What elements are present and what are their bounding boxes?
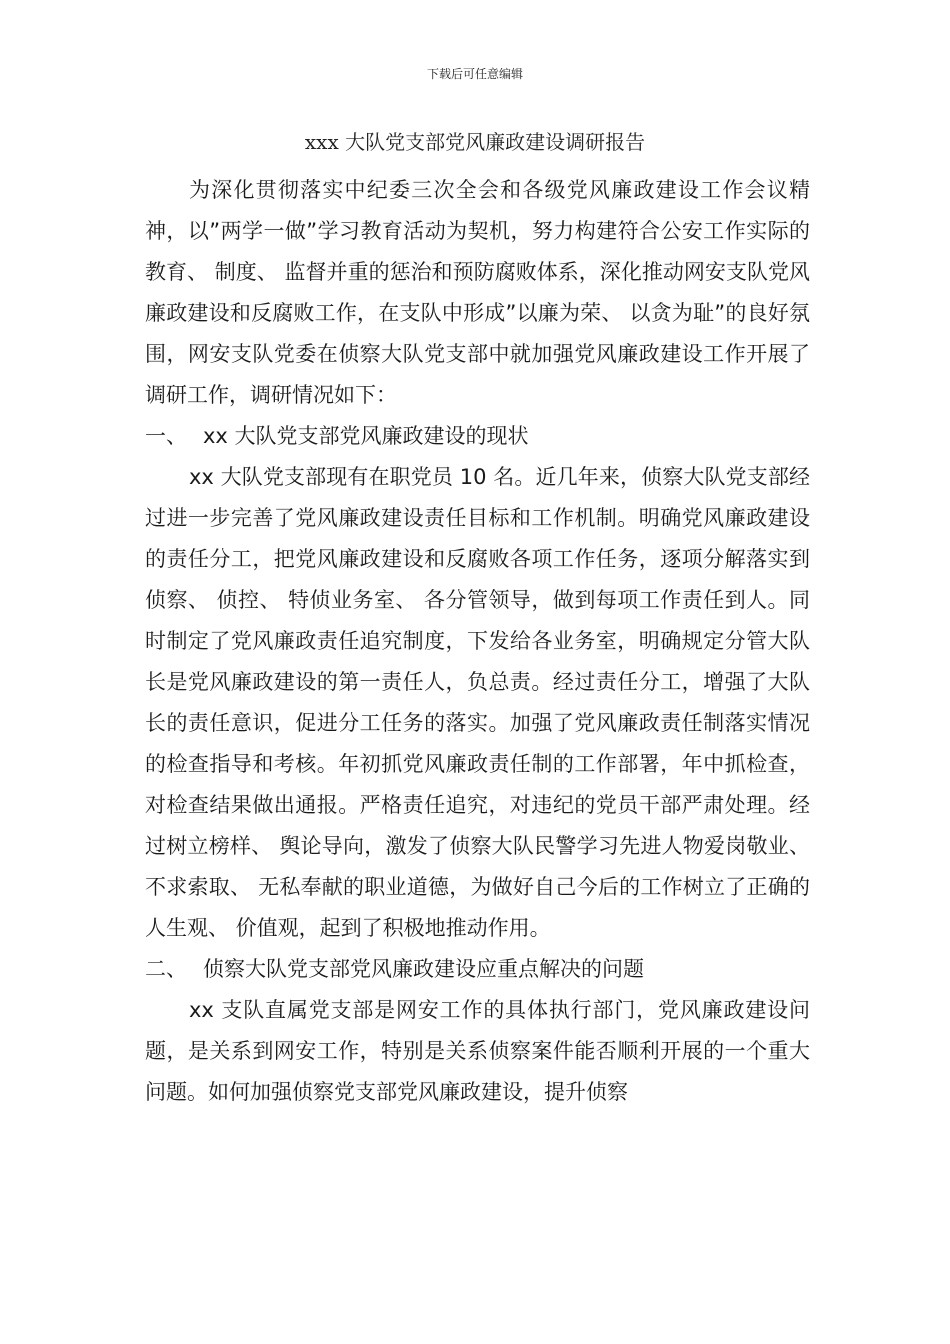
section-2-paragraph: xx 支队直属党支部是网安工作的具体执行部门，党风廉政建设问题，是关系到网安工作，特别是关系侦察案件能否顺利开展的一个重大问题。如何加强侦察党支部党风廉政建设，提升侦察: [145, 998, 810, 1104]
intro-paragraph: 为深化贯彻落实中纪委三次全会和各级党风廉政建设工作会议精神，以”两学一做”学习教育活动为契机，努力构建符合公安工作实际的教育、 制度、 监督并重的惩治和预防腐败体系，深化推动网安支队党风廉政建设和反腐败工作，在支队中形成”以廉为荣、 以贪为耻”的良好氛围，网安支队党委在侦察大队党支部中就加强党风廉政建设工作开展了调研工作，调研情况如下：: [145, 178, 810, 407]
section-1-title: xx 大队党支部党风廉政建设的现状: [203, 424, 529, 448]
section-1-paragraph: xx 大队党支部现有在职党员 10 名。近几年来，侦察大队党支部经过进一步完善了党风廉政建设责任目标和工作机制。明确党风廉政建设的责任分工，把党风廉政建设和反腐败各项工作任务，逐项分解落实到侦察、 侦控、 特侦业务室、 各分管领导，做到每项工作责任到人。同时制定了党风廉政责任追究制度，下发给各业务室，明确规定分管大队长是党风廉政建设的第一责任人，负总责。经过责任分工，增强了大队长的责任意识，促进分工任务的落实。加强了党风廉政责任制落实情况的检查指导和考核。年初抓党风廉政责任制的工作部署，年中抓检查，对检查结果做出通报。严格责任追究，对违纪的党员干部严肃处理。经过树立榜样、 舆论导向，激发了侦察大队民警学习先进人物爱岗敬业、不求索取、 无私奉献的职业道德，为做好自己今后的工作树立了正确的人生观、 价值观，起到了积极地推动作用。: [145, 465, 810, 940]
document-body: [145, 170, 810, 1113]
section-1-number: 一、: [145, 424, 187, 448]
page-header-note: 下载后可任意编辑: [426, 67, 523, 81]
document-title: xxx 大队党支部党风廉政建设调研报告: [304, 130, 646, 154]
section-2-heading: [145, 949, 810, 990]
section-2-number: 二、: [145, 957, 187, 981]
section-2-title: 侦察大队党支部党风廉政建设应重点解决的问题: [203, 957, 644, 981]
section-1-heading: [145, 416, 810, 457]
